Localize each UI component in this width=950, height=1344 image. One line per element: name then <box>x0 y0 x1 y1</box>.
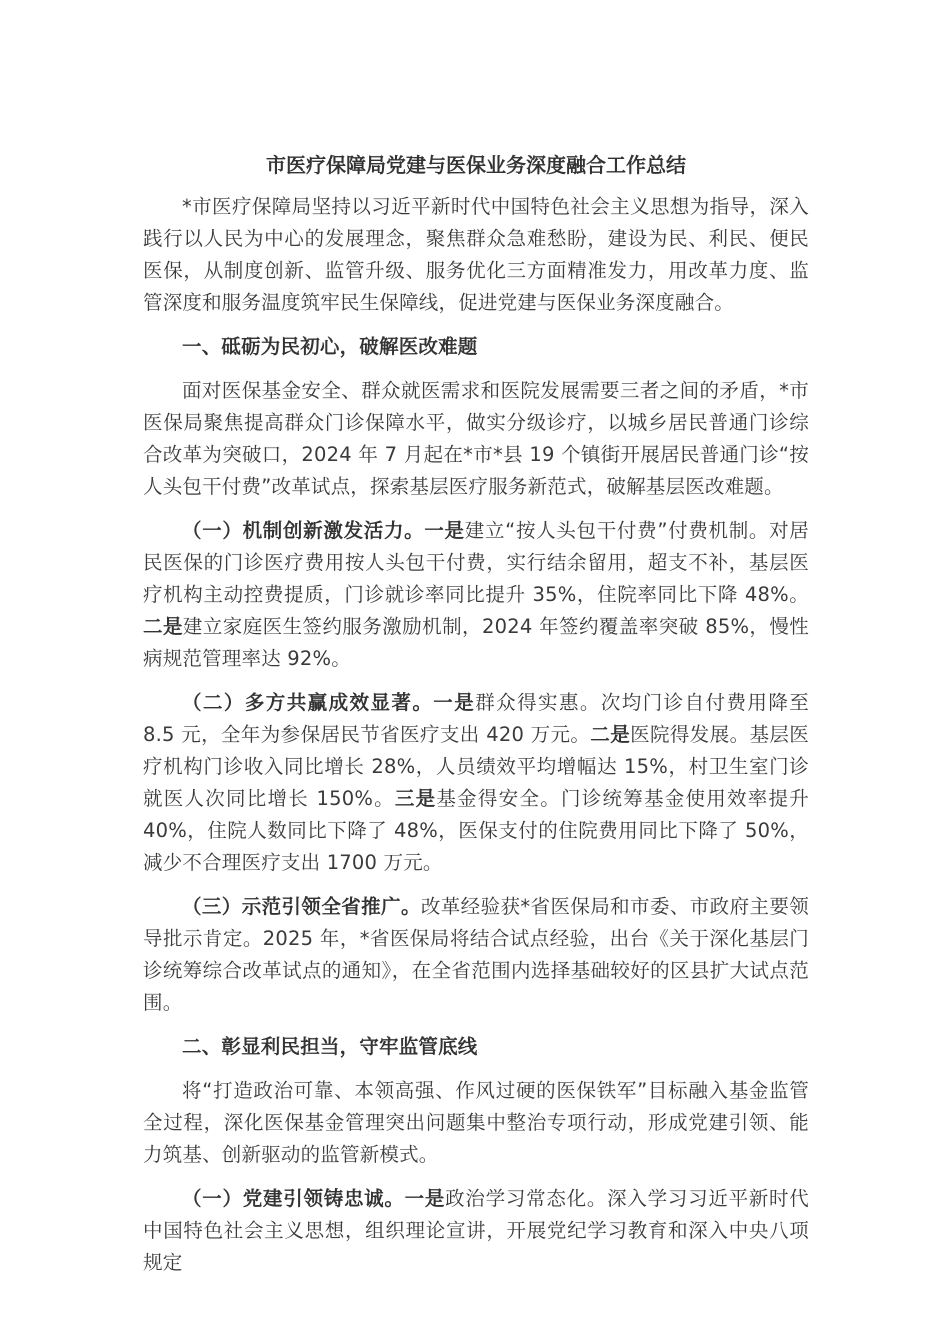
paragraph <box>143 1075 809 1171</box>
text-run: 改革经验获*省医保局和市委、市政府主要领导批示肯定。2025 年，*省医保局将结合试点经验，出台《关于深化基层门诊统筹综合改革试点的通知》，在全省范围内选择基础较好的区县扩大试点范围。 <box>143 895 809 1014</box>
document-page <box>143 148 809 1291</box>
text-run: 建立“按人头包干付费”付费机制。对居民医保的门诊医疗费用按人头包干付费，实行结余留用，超支不补，基层医疗机构主动控费提质，门诊就诊率同比提升 35%，住院率同比下降 48%。 <box>143 519 810 606</box>
bold-text: 一是 <box>404 1187 446 1210</box>
bold-text: 一是 <box>433 691 476 714</box>
paragraph <box>143 375 809 503</box>
document-body <box>143 191 809 1279</box>
bold-text: 二是 <box>590 723 631 746</box>
text-run: 医院得发展。基层医疗机构门诊收入同比增长 28%，人员绩效平均增幅达 15%，村卫生室门诊就医人次同比增长 150%。 <box>143 723 809 810</box>
text-run: 二、彰显利民担当，守牢监管底线 <box>182 1035 478 1058</box>
paragraph <box>143 891 809 1019</box>
bold-text: （一）党建引领铸忠诚。 <box>182 1187 405 1210</box>
bold-text: （二）多方共赢成效显著。 <box>182 691 434 714</box>
paragraph <box>143 1183 809 1279</box>
bold-text: （三）示范引领全省推广。 <box>182 895 421 918</box>
text-run: 政治学习常态化。深入学习习近平新时代中国特色社会主义思想，组织理论宣讲，开展党纪学习教育和深入中央八项规定 <box>143 1187 809 1274</box>
bold-text: 三是 <box>394 787 437 810</box>
bold-text: （一）机制创新激发活力。 <box>182 519 425 542</box>
text-run: 一、砥砺为民初心，破解医改难题 <box>182 335 478 358</box>
text-run: *市医疗保障局坚持以习近平新时代中国特色社会主义思想为指导，深入践行以人民为中心的发展理念，聚焦群众急难愁盼，建设为民、利民、便民医保，从制度创新、监管升级、服务优化三方面精准发力，用改革力度、监管深度和服务温度筑牢民生保障线，促进党建与医保业务深度融合。 <box>143 195 809 314</box>
bold-text: 二是 <box>143 615 183 638</box>
document-title: 市医疗保障局党建与医保业务深度融合工作总结 <box>266 153 686 177</box>
paragraph <box>143 191 809 319</box>
bold-text: 一是 <box>424 519 465 542</box>
paragraph <box>143 687 809 879</box>
text-run: 将“打造政治可靠、本领高强、作风过硬的医保铁军”目标融入基金监管全过程，深化医保基金管理突出问题集中整治专项行动，形成党建引领、能力筑基、创新驱动的监管新模式。 <box>143 1079 809 1166</box>
section-heading <box>143 331 809 363</box>
section-heading <box>143 1031 809 1063</box>
text-run: 基金得安全。门诊统筹基金使用效率提升 40%，住院人数同比下降了 48%，医保支付的住院费用同比下降了 50%，减少不合理医疗支出 1700 万元。 <box>143 787 809 874</box>
text-run: 建立家庭医生签约服务激励机制，2024 年签约覆盖率突破 85%，慢性病规范管理率达 92%。 <box>143 615 809 670</box>
text-run: 面对医保基金安全、群众就医需求和医院发展需要三者之间的矛盾，*市医保局聚焦提高群众门诊保障水平，做实分级诊疗，以城乡居民普通门诊综合改革为突破口，2024 年 7 月起在*市*县 19 个镇街开展居民普通门诊“按人头包干付费”改革试点，探索基层医疗服务新范式，破解基层医改难题。 <box>143 379 809 498</box>
text-run: 群众得实惠。次均门诊自付费用降至 8.5 元，全年为参保居民节省医疗支出 420 万元。 <box>143 691 810 746</box>
paragraph <box>143 515 809 675</box>
